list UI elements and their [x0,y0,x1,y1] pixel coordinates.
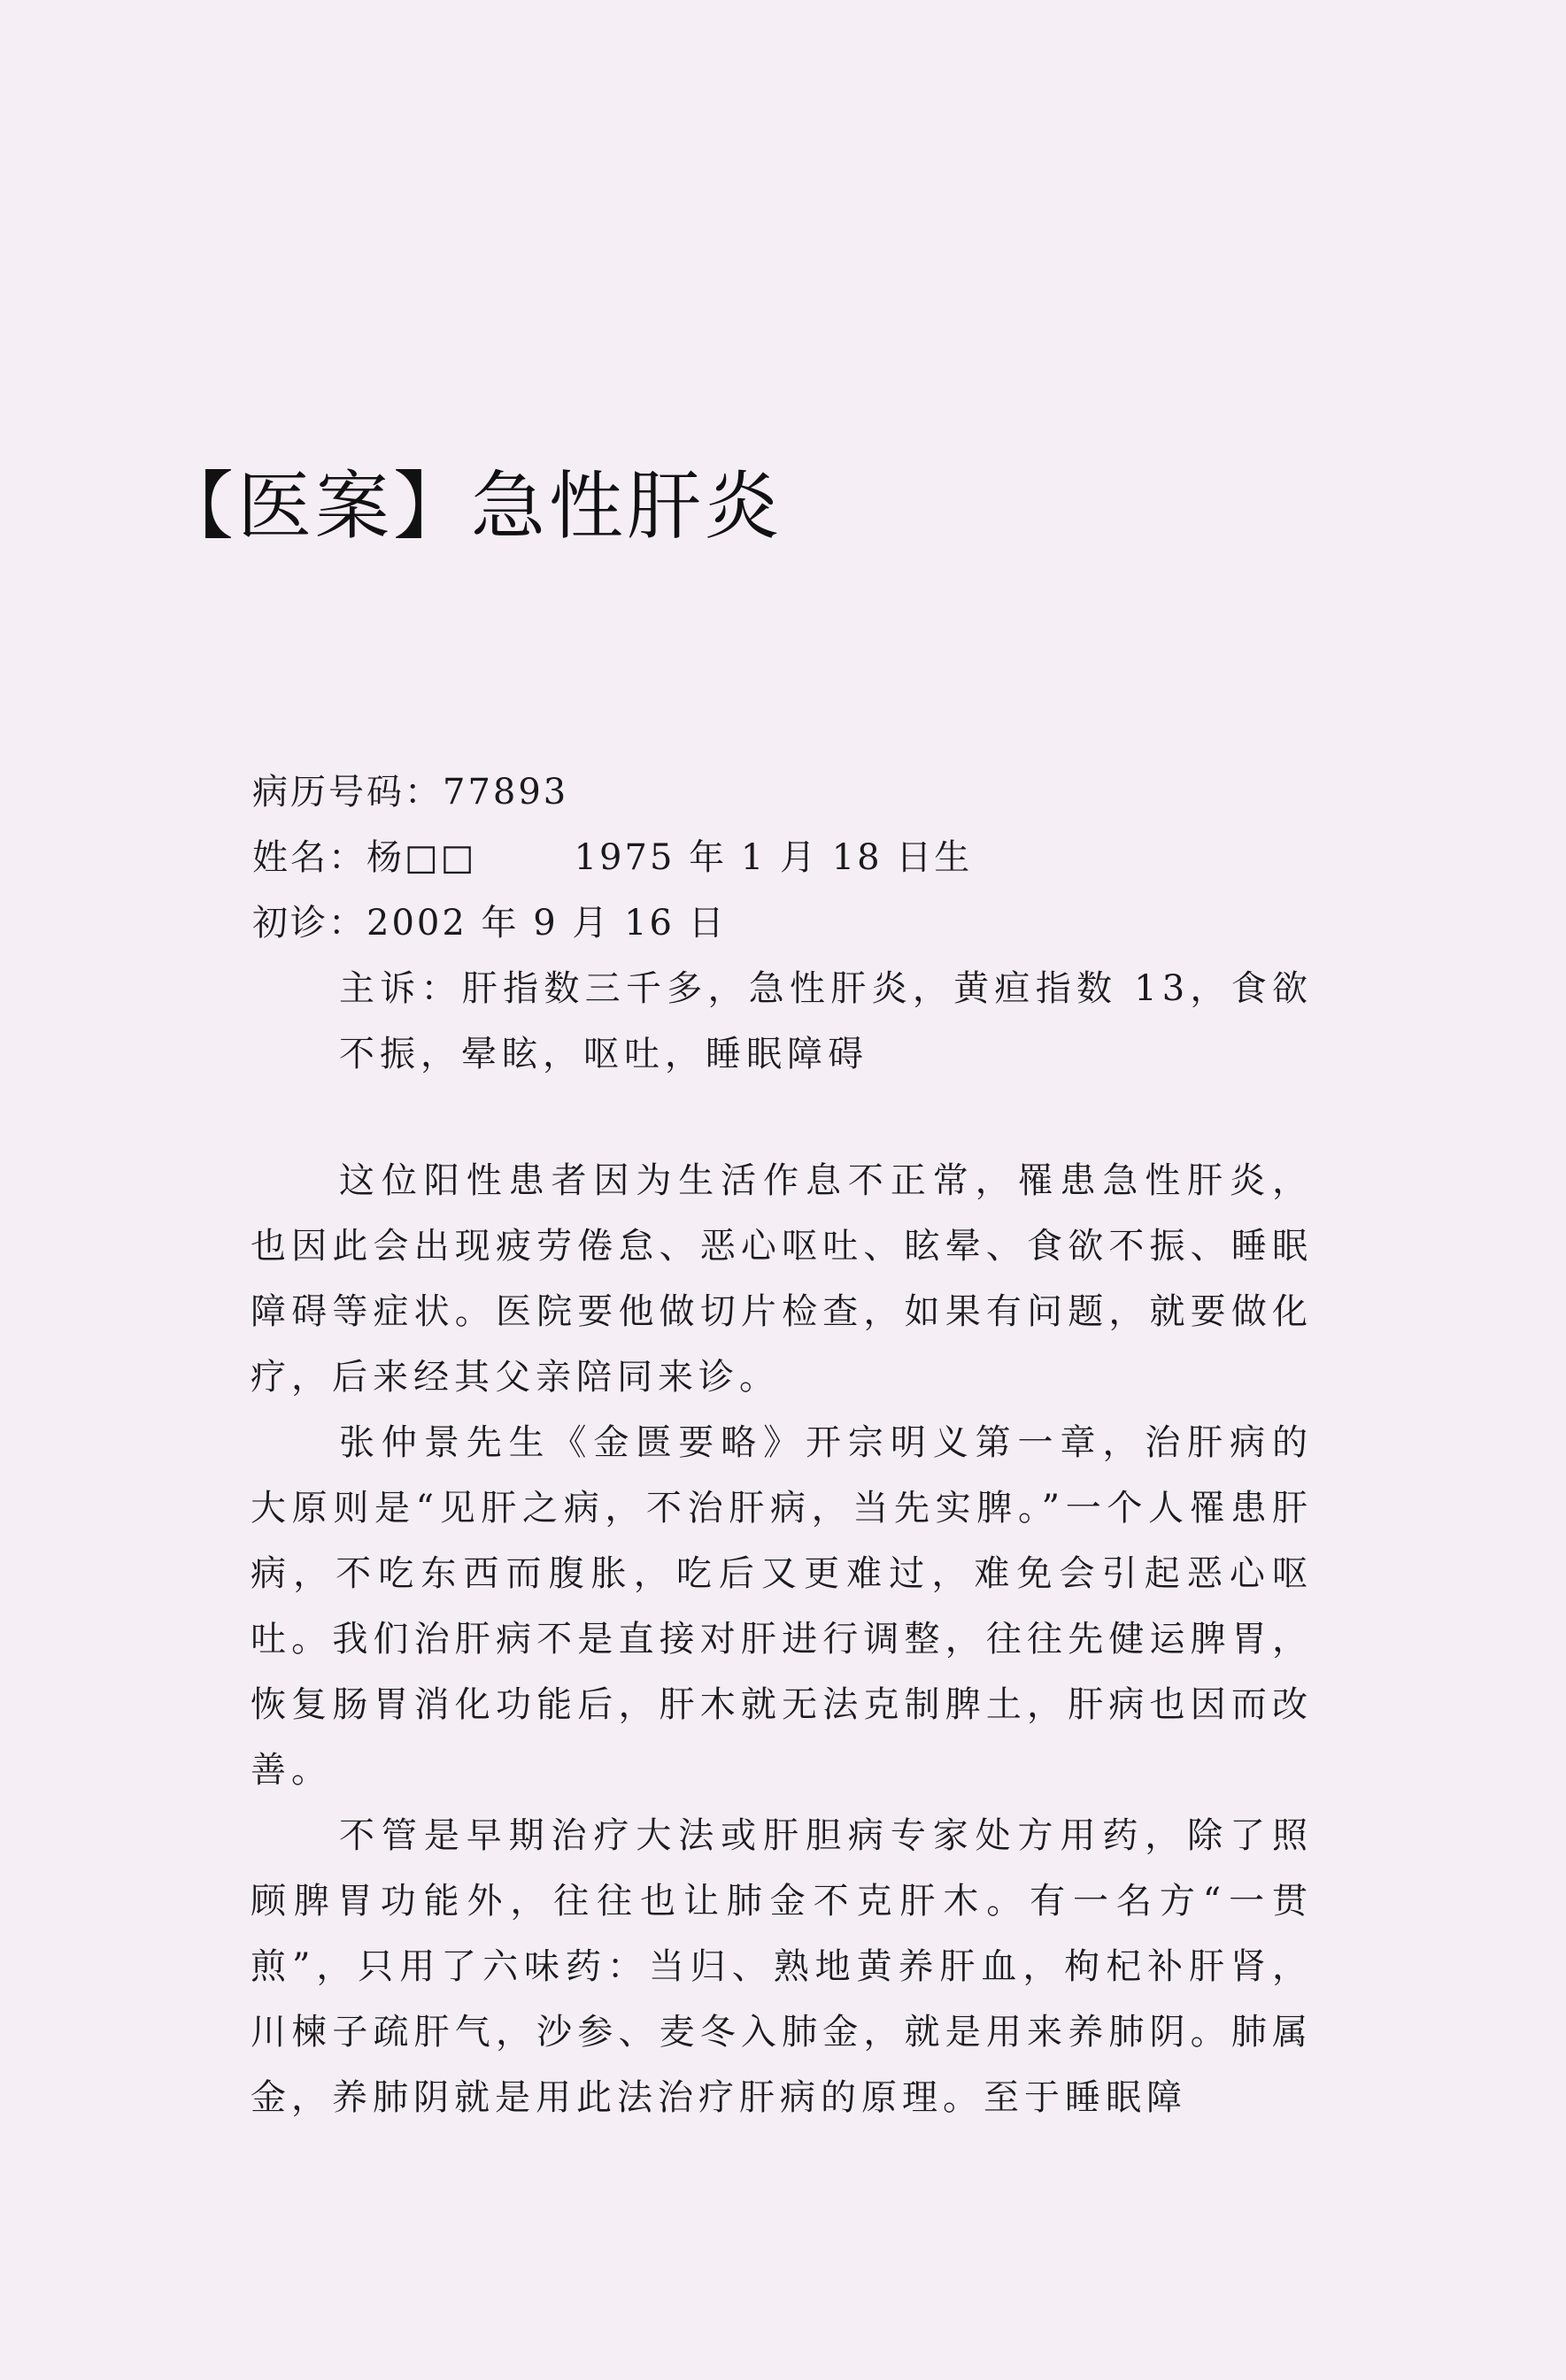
paragraph: 不管是早期治疗大法或肝胆病专家处方用药，除了照顾脾胃功能外，往往也让肺金不克肝木。有一名方“一贯煎”，只用了六味药：当归、熟地黄养肝血，枸杞补肝肾，川楝子疏肝气，沙参、麦冬入肺金，就是用来养肺阴。肺属金，养肺阴就是用此法治疗肝病的原理。至于睡眠障 [251,1815,1313,2118]
body-text [251,1148,1313,2130]
paragraph: 张仲景先生《金匮要略》开宗明义第一章，治肝病的大原则是“见肝之病，不治肝病，当先实脾。”一个人罹患肝病，不吃东西而腹胀，吃后又更难过，难免会引起恶心呕吐。我们治肝病不是直接对肝进行调整，往往先健运脾胃，恢复肠胃消化功能后，肝木就无法克制脾土，肝病也因而改善。 [251,1422,1313,1791]
complaint-text: 主诉：肝指数三千多，急性肝炎，黄疸指数 13，食欲不振，晕眩，呕吐，睡眠障碍 [339,968,1313,1074]
chief-complaint [251,956,1313,1087]
paragraph: 这位阳性患者因为生活作息不正常，罹患急性肝炎，也因此会出现疲劳倦怠、恶心呕吐、眩晕、食欲不振、睡眠障碍等症状。医院要他做切片检查，如果有问题，就要做化疗，后来经其父亲陪同来诊。 [251,1160,1313,1398]
patient-birth: 1975 年 1 月 18 日生 [574,837,973,878]
first-visit-date: 初诊：2002 年 9 月 16 日 [252,903,727,944]
case-number: 病历号码：77893 [252,772,569,813]
page-title: 【医案】急性肝炎 [159,463,783,550]
case-record [252,759,1315,956]
patient-name: 姓名：杨□□ [252,837,477,878]
patient-name-line [252,825,1315,890]
